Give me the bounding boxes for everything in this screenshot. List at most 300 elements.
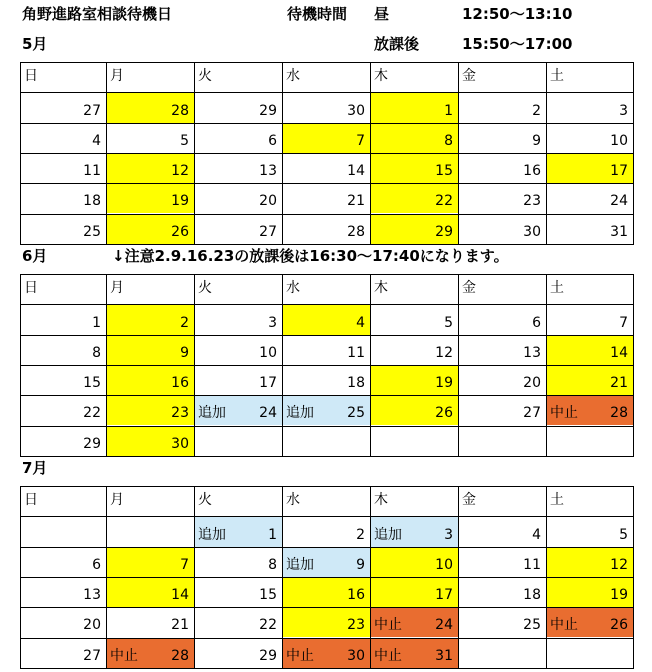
weekday-header <box>458 486 546 516</box>
day-number: 1 <box>268 526 277 543</box>
grid-line <box>458 274 459 456</box>
grid-line <box>20 547 634 548</box>
day-cell <box>546 123 633 153</box>
weekday-label: 日 <box>24 492 38 508</box>
day-number: 26 <box>171 223 189 240</box>
day-cell <box>20 153 106 183</box>
weekday-label: 土 <box>550 492 564 508</box>
day-number: 6 <box>92 556 101 573</box>
day-cell <box>282 516 370 546</box>
day-number: 9 <box>356 556 365 573</box>
grid-line <box>106 62 107 244</box>
day-cell <box>20 123 106 153</box>
day-cell <box>546 607 633 637</box>
day-cell <box>282 123 370 153</box>
month-note: ↓注意2.9.16.23の放課後は16:30〜17:40になります。 <box>112 247 509 265</box>
weekday-header <box>20 486 106 516</box>
weekday-label: 日 <box>24 280 38 296</box>
day-number: 23 <box>523 193 541 210</box>
grid-line <box>370 62 371 244</box>
day-cell <box>106 547 194 577</box>
day-number: 29 <box>435 223 453 240</box>
added-label: 追加 <box>286 556 314 573</box>
day-number: 18 <box>347 375 365 392</box>
grid-line <box>20 274 21 456</box>
grid-line <box>20 607 634 608</box>
day-number: 25 <box>83 223 101 240</box>
day-cell <box>20 577 106 607</box>
grid-line <box>633 62 634 244</box>
grid-line <box>370 274 371 456</box>
day-cell <box>106 123 194 153</box>
day-number: 8 <box>268 556 277 573</box>
day-cell <box>546 304 633 334</box>
day-number: 5 <box>619 526 628 543</box>
grid-line <box>20 668 634 669</box>
day-cell <box>282 183 370 213</box>
weekday-label: 金 <box>462 68 476 84</box>
weekday-label: 木 <box>374 492 388 508</box>
day-cell <box>194 92 282 122</box>
day-cell <box>370 638 458 668</box>
day-number: 21 <box>610 375 628 392</box>
lunch-label: 昼 <box>374 5 390 23</box>
day-cell <box>546 547 633 577</box>
day-number: 21 <box>347 193 365 210</box>
day-number: 11 <box>523 556 541 573</box>
day-number: 4 <box>92 132 101 149</box>
day-number: 12 <box>171 163 189 180</box>
day-cell <box>282 214 370 244</box>
added-label: 追加 <box>286 405 314 422</box>
day-number: 29 <box>83 435 101 452</box>
day-cell <box>458 335 546 365</box>
day-number: 10 <box>610 132 628 149</box>
weekday-label: 月 <box>110 68 124 84</box>
weekday-label: 火 <box>198 280 212 296</box>
added-label: 追加 <box>198 405 226 422</box>
grid-line <box>20 274 634 275</box>
grid-line <box>20 153 634 154</box>
weekday-label: 日 <box>24 68 38 84</box>
day-number: 20 <box>259 193 277 210</box>
day-cell <box>106 183 194 213</box>
grid-line <box>20 638 634 639</box>
day-cell <box>370 516 458 546</box>
day-number: 7 <box>180 556 189 573</box>
day-cell <box>282 547 370 577</box>
after-school-label: 放課後 <box>374 35 420 53</box>
cancel-label: 中止 <box>286 647 314 664</box>
day-number: 27 <box>523 405 541 422</box>
grid-line <box>20 426 634 427</box>
day-cell <box>20 426 106 456</box>
day-cell <box>20 304 106 334</box>
day-number: 11 <box>83 163 101 180</box>
day-cell <box>546 516 633 546</box>
day-number: 19 <box>171 193 189 210</box>
day-cell <box>370 92 458 122</box>
day-cell <box>458 516 546 546</box>
grid-line <box>20 516 634 517</box>
day-number: 15 <box>435 163 453 180</box>
day-number: 3 <box>619 102 628 119</box>
day-number: 19 <box>610 587 628 604</box>
day-number: 14 <box>347 163 365 180</box>
day-cell <box>282 638 370 668</box>
cancel-label: 中止 <box>374 617 402 634</box>
cancel-label: 中止 <box>110 647 138 664</box>
grid-line <box>20 577 634 578</box>
day-cell <box>20 214 106 244</box>
grid-line <box>458 62 459 244</box>
day-number: 13 <box>523 344 541 361</box>
grid-line <box>282 274 283 456</box>
day-number: 24 <box>435 617 453 634</box>
grid-line <box>20 214 634 215</box>
day-number: 26 <box>610 617 628 634</box>
day-number: 13 <box>83 587 101 604</box>
after-school-time: 15:50〜17:00 <box>462 35 573 53</box>
day-number: 18 <box>523 587 541 604</box>
day-cell <box>282 335 370 365</box>
weekday-header <box>194 62 282 92</box>
day-number: 2 <box>356 526 365 543</box>
day-number: 22 <box>259 617 277 634</box>
day-number: 25 <box>523 617 541 634</box>
grid-line <box>546 486 547 668</box>
day-number: 11 <box>347 344 365 361</box>
day-cell <box>194 426 282 456</box>
weekday-label: 木 <box>374 280 388 296</box>
grid-line <box>20 395 634 396</box>
lunch-time: 12:50〜13:10 <box>462 5 573 23</box>
day-number: 3 <box>444 526 453 543</box>
day-number: 3 <box>268 314 277 331</box>
grid-line <box>20 92 634 93</box>
day-number: 20 <box>83 617 101 634</box>
grid-line <box>458 486 459 668</box>
day-number: 16 <box>523 163 541 180</box>
grid-line <box>106 274 107 456</box>
grid-line <box>282 62 283 244</box>
day-number: 24 <box>610 193 628 210</box>
weekday-label: 月 <box>110 492 124 508</box>
day-cell <box>282 577 370 607</box>
day-cell <box>546 395 633 425</box>
weekday-label: 木 <box>374 68 388 84</box>
day-cell <box>370 547 458 577</box>
weekday-header <box>370 486 458 516</box>
day-number: 16 <box>347 587 365 604</box>
day-number: 2 <box>180 314 189 331</box>
page-title: 角野進路室相談待機日 <box>22 5 173 23</box>
weekday-header <box>546 62 633 92</box>
day-cell <box>20 395 106 425</box>
day-number: 16 <box>171 375 189 392</box>
weekday-header <box>458 62 546 92</box>
day-cell <box>106 638 194 668</box>
weekday-header <box>282 486 370 516</box>
day-number: 17 <box>610 163 628 180</box>
day-number: 12 <box>435 344 453 361</box>
day-number: 9 <box>180 344 189 361</box>
month-label: 5月 <box>22 35 48 53</box>
day-cell <box>106 365 194 395</box>
grid-line <box>633 274 634 456</box>
day-number: 15 <box>259 587 277 604</box>
weekday-label: 火 <box>198 68 212 84</box>
day-cell <box>370 183 458 213</box>
day-cell <box>20 607 106 637</box>
day-cell <box>194 153 282 183</box>
weekday-label: 水 <box>286 280 300 296</box>
weekday-header <box>282 274 370 304</box>
day-number: 29 <box>259 102 277 119</box>
day-number: 14 <box>171 587 189 604</box>
day-number: 14 <box>610 344 628 361</box>
day-cell <box>282 607 370 637</box>
day-number: 30 <box>523 223 541 240</box>
day-cell <box>546 335 633 365</box>
weekday-label: 土 <box>550 280 564 296</box>
weekday-header <box>194 274 282 304</box>
weekday-header <box>282 62 370 92</box>
weekday-label: 金 <box>462 492 476 508</box>
grid-line <box>20 123 634 124</box>
day-number: 26 <box>435 405 453 422</box>
day-cell <box>458 607 546 637</box>
weekday-header <box>546 274 633 304</box>
day-number: 8 <box>444 132 453 149</box>
added-label: 追加 <box>198 526 226 543</box>
day-cell <box>458 547 546 577</box>
day-cell <box>370 335 458 365</box>
added-label: 追加 <box>374 526 402 543</box>
day-number: 23 <box>347 617 365 634</box>
grid-line <box>282 486 283 668</box>
month-label: 6月 <box>22 247 48 265</box>
day-number: 22 <box>435 193 453 210</box>
day-cell <box>370 607 458 637</box>
day-number: 25 <box>347 405 365 422</box>
grid-line <box>546 274 547 456</box>
day-cell <box>546 638 633 668</box>
day-cell <box>458 365 546 395</box>
day-cell <box>20 516 106 546</box>
grid-line <box>194 274 195 456</box>
day-number: 28 <box>347 223 365 240</box>
day-cell <box>194 214 282 244</box>
day-cell <box>282 153 370 183</box>
grid-line <box>633 486 634 668</box>
day-cell <box>194 365 282 395</box>
day-cell <box>20 547 106 577</box>
cancel-label: 中止 <box>550 617 578 634</box>
day-cell <box>370 304 458 334</box>
day-number: 5 <box>180 132 189 149</box>
day-number: 22 <box>83 405 101 422</box>
day-number: 27 <box>83 647 101 664</box>
grid-line <box>20 365 634 366</box>
day-cell <box>194 607 282 637</box>
day-cell <box>370 426 458 456</box>
day-cell <box>282 365 370 395</box>
grid-line <box>20 183 634 184</box>
day-cell <box>458 123 546 153</box>
weekday-header <box>106 486 194 516</box>
day-number: 1 <box>92 314 101 331</box>
day-number: 1 <box>444 102 453 119</box>
day-cell <box>106 304 194 334</box>
weekday-header <box>20 62 106 92</box>
day-cell <box>194 638 282 668</box>
day-number: 6 <box>268 132 277 149</box>
day-cell <box>106 92 194 122</box>
weekday-label: 土 <box>550 68 564 84</box>
day-cell <box>106 516 194 546</box>
day-number: 31 <box>435 647 453 664</box>
day-cell <box>194 183 282 213</box>
day-cell <box>20 92 106 122</box>
day-number: 10 <box>259 344 277 361</box>
weekday-label: 水 <box>286 492 300 508</box>
day-cell <box>546 92 633 122</box>
day-number: 5 <box>444 314 453 331</box>
grid-line <box>20 62 21 244</box>
weekday-label: 水 <box>286 68 300 84</box>
day-cell <box>458 638 546 668</box>
day-number: 21 <box>171 617 189 634</box>
day-number: 27 <box>83 102 101 119</box>
day-cell <box>106 577 194 607</box>
grid-line <box>106 486 107 668</box>
day-cell <box>370 577 458 607</box>
day-cell <box>282 304 370 334</box>
day-cell <box>106 607 194 637</box>
day-cell <box>194 577 282 607</box>
day-number: 20 <box>523 375 541 392</box>
day-cell <box>546 365 633 395</box>
day-number: 13 <box>259 163 277 180</box>
day-cell <box>370 123 458 153</box>
day-number: 2 <box>532 102 541 119</box>
day-cell <box>20 365 106 395</box>
day-number: 7 <box>356 132 365 149</box>
day-cell <box>458 183 546 213</box>
day-number: 30 <box>171 435 189 452</box>
day-cell <box>458 92 546 122</box>
grid-line <box>20 304 634 305</box>
weekday-header <box>370 274 458 304</box>
day-number: 9 <box>532 132 541 149</box>
day-cell <box>546 153 633 183</box>
grid-line <box>20 62 634 63</box>
day-number: 23 <box>171 405 189 422</box>
wait-time-label: 待機時間 <box>287 5 348 23</box>
day-cell <box>370 214 458 244</box>
grid-line <box>20 335 634 336</box>
day-cell <box>106 395 194 425</box>
day-cell <box>194 395 282 425</box>
cancel-label: 中止 <box>550 405 578 422</box>
grid-line <box>370 486 371 668</box>
day-cell <box>106 214 194 244</box>
day-number: 29 <box>259 647 277 664</box>
day-number: 24 <box>259 405 277 422</box>
day-cell <box>106 153 194 183</box>
day-cell <box>106 335 194 365</box>
weekday-label: 金 <box>462 280 476 296</box>
day-cell <box>282 426 370 456</box>
day-cell <box>282 92 370 122</box>
day-cell <box>194 123 282 153</box>
day-number: 10 <box>435 556 453 573</box>
day-number: 30 <box>347 102 365 119</box>
grid-line <box>20 486 21 668</box>
day-number: 12 <box>610 556 628 573</box>
day-number: 27 <box>259 223 277 240</box>
grid-line <box>194 486 195 668</box>
weekday-header <box>106 274 194 304</box>
weekday-header <box>458 274 546 304</box>
day-cell <box>546 183 633 213</box>
weekday-header <box>20 274 106 304</box>
day-cell <box>546 426 633 456</box>
weekday-header <box>546 486 633 516</box>
weekday-header <box>106 62 194 92</box>
day-number: 18 <box>83 193 101 210</box>
day-number: 28 <box>610 405 628 422</box>
day-cell <box>458 304 546 334</box>
day-number: 30 <box>347 647 365 664</box>
day-cell <box>194 547 282 577</box>
day-cell <box>20 638 106 668</box>
day-number: 28 <box>171 647 189 664</box>
day-number: 7 <box>619 314 628 331</box>
day-cell <box>458 426 546 456</box>
day-number: 4 <box>532 526 541 543</box>
day-cell <box>458 214 546 244</box>
day-number: 8 <box>92 344 101 361</box>
day-cell <box>546 214 633 244</box>
grid-line <box>194 62 195 244</box>
day-cell <box>106 426 194 456</box>
day-number: 15 <box>83 375 101 392</box>
day-cell <box>194 516 282 546</box>
day-cell <box>194 304 282 334</box>
day-number: 19 <box>435 375 453 392</box>
month-label: 7月 <box>22 459 48 477</box>
day-number: 4 <box>356 314 365 331</box>
grid-line <box>546 62 547 244</box>
day-cell <box>458 395 546 425</box>
day-number: 28 <box>171 102 189 119</box>
weekday-label: 月 <box>110 280 124 296</box>
day-cell <box>194 335 282 365</box>
grid-line <box>20 456 634 457</box>
cancel-label: 中止 <box>374 647 402 664</box>
day-cell <box>370 365 458 395</box>
weekday-header <box>370 62 458 92</box>
day-cell <box>458 577 546 607</box>
day-number: 17 <box>259 375 277 392</box>
day-cell <box>546 577 633 607</box>
day-cell <box>20 183 106 213</box>
day-cell <box>370 153 458 183</box>
day-cell <box>458 153 546 183</box>
weekday-label: 火 <box>198 492 212 508</box>
